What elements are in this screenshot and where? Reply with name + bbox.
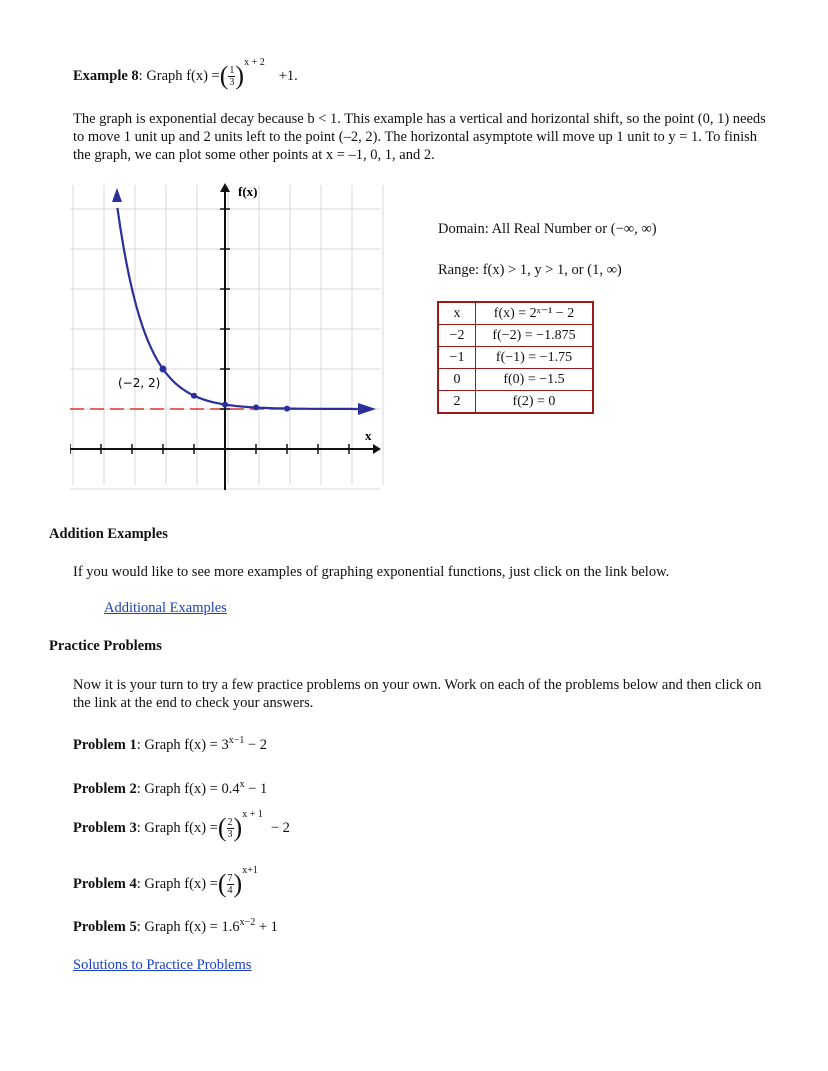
- decay-graph: [70, 180, 385, 490]
- table-cell-fx: f(−1) = −1.75: [476, 347, 594, 369]
- solutions-link[interactable]: Solutions to Practice Problems: [73, 957, 252, 973]
- addition-heading: Addition Examples: [49, 526, 168, 542]
- table-header-fx: f(x) = 2ˣ⁻¹ − 2: [476, 302, 594, 325]
- example-tail: +1.: [278, 67, 298, 84]
- table-row: [438, 391, 593, 414]
- table-row: [438, 369, 593, 391]
- example-func-lhs: f(x) =: [186, 67, 220, 84]
- range-text: Range: f(x) > 1, y > 1, or (1, ∞): [438, 262, 622, 278]
- problem-2: Problem 2: Graph $f(x) = 0.4^x - 1$: [73, 779, 268, 797]
- x-axis-label: x: [365, 428, 372, 443]
- values-table: [437, 301, 594, 414]
- example-label: Example 8: [73, 67, 139, 84]
- axis-ticks: [70, 209, 349, 454]
- example-fraction: $\frac{1}{3}$: [229, 64, 235, 88]
- data-point: [191, 393, 197, 399]
- problem-4: Problem 4 : Graph f(x) = ( $\frac{7}{4}$ ) $^{x+1}$: [73, 864, 258, 898]
- table-cell-x: 2: [438, 391, 476, 414]
- graph-grid: [70, 185, 383, 489]
- example-exponent: x + 2: [244, 56, 265, 68]
- point-label: (−2, 2): [118, 376, 161, 390]
- table-cell-x: −1: [438, 347, 476, 369]
- curve-arrow-up: [112, 188, 122, 202]
- example-prefix: Graph: [146, 67, 183, 84]
- addition-text: If you would like to see more examples of graphing exponential functions, just click on the link below.: [73, 564, 670, 580]
- table-row: [438, 325, 593, 347]
- curve-arrow-right: [358, 403, 376, 415]
- practice-intro: Now it is your turn to try a few practice problems on your own. Work on each of the problems below and then click on the link at the end to check your answers.: [73, 677, 762, 711]
- table-cell-fx: f(0) = −1.5: [476, 369, 594, 391]
- data-point: [253, 404, 259, 410]
- table-cell-fx: f(−2) = −1.875: [476, 325, 594, 347]
- data-point: [160, 366, 167, 373]
- x-axis-arrow: [373, 444, 381, 454]
- problem-5: Problem 5: Graph $f(x) = 1.6^{x-2} + 1$: [73, 917, 278, 935]
- additional-examples-link[interactable]: Additional Examples: [104, 600, 227, 616]
- problem-3: Problem 3 : Graph f(x) = ( $\frac{2}{3}$ ) $^{x + 1}$ − 2: [73, 808, 290, 842]
- practice-heading: Practice Problems: [49, 638, 162, 654]
- problem-1: Problem 1: Graph $f(x) = 3^{x-1} - 2$: [73, 735, 268, 753]
- table-header-x: x: [438, 302, 476, 325]
- data-point: [284, 406, 290, 412]
- table-row: [438, 347, 593, 369]
- table-header-row: [438, 302, 593, 325]
- domain-text: Domain: All Real Number or (−∞, ∞): [438, 221, 657, 237]
- table-cell-x: 0: [438, 369, 476, 391]
- example-heading: Example 8 : Graph f(x) = ( $\frac{1}{3}$ ) $^{x + 2}$ +1.: [73, 56, 298, 90]
- table-cell-fx: f(2) = 0: [476, 391, 594, 414]
- y-axis-label: f(x): [238, 184, 258, 199]
- table-cell-x: −2: [438, 325, 476, 347]
- data-point: [222, 402, 228, 408]
- example-explanation: The graph is exponential decay because b < 1. This example has a vertical and horizontal shift, so the point (0, 1) needs to move 1 unit up and 2 units left to the point (–2, 2). The horizontal asymptote will move up 1 unit to y = 1. To finish the graph, we can plot some other points at x = –1, 0, 1, and 2.: [73, 111, 766, 163]
